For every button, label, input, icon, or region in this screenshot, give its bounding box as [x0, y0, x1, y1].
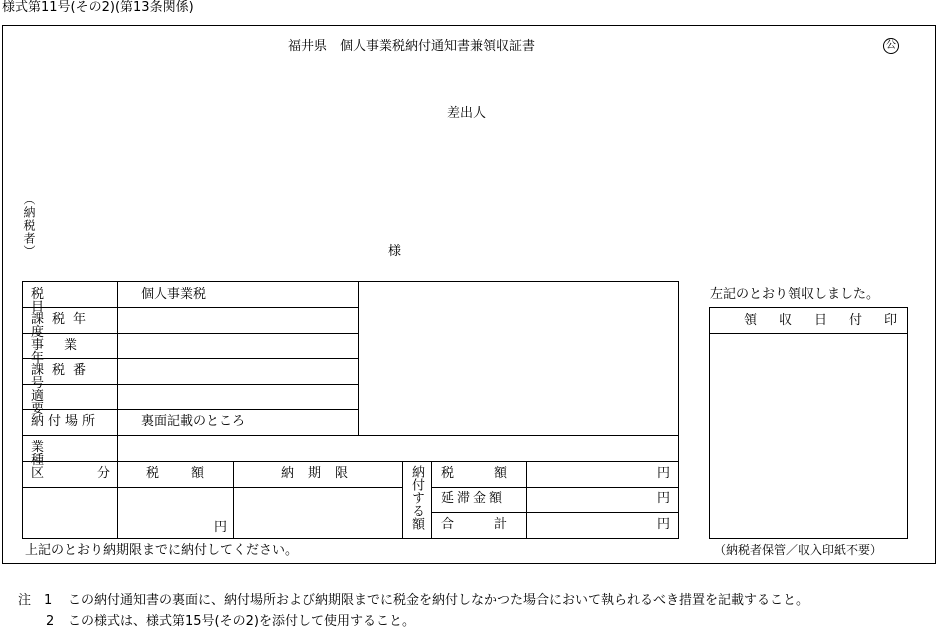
- receipt-date-stamp: 領収日付印: [744, 313, 920, 328]
- label-tax-year: [31, 313, 110, 339]
- label-text: 納付場所: [31, 414, 100, 429]
- sender-label: 差出人: [447, 106, 487, 121]
- installment-yen: 円: [214, 520, 228, 535]
- public-mark-text: 公: [886, 40, 896, 51]
- row-divider: [431, 512, 679, 513]
- payment-total-yen: 円: [657, 517, 671, 532]
- payment-late-yen: 円: [657, 491, 671, 506]
- label-text: 業種: [31, 440, 98, 468]
- row-divider: [431, 487, 679, 488]
- label-text: 事業年: [31, 338, 98, 366]
- payment-tax-amount-label: 税額: [441, 466, 548, 481]
- form-number: 様式第11号(その2)(第13条関係): [2, 0, 194, 15]
- payment-vertical-label: 納付する額: [409, 465, 424, 530]
- main-table: [22, 281, 679, 539]
- receipt-caption: 左記のとおり領収しました。: [710, 287, 880, 302]
- row-divider: [22, 487, 402, 488]
- payment-total-label: 合計: [441, 517, 548, 532]
- label-tax-item: [31, 288, 110, 314]
- col-divider: [402, 461, 403, 539]
- note-1-num: 注 1: [18, 593, 53, 608]
- row-divider: [22, 435, 679, 436]
- header-amount: 税額: [146, 466, 237, 481]
- label-industry: [31, 441, 110, 467]
- receipt-divider: [709, 333, 908, 334]
- taxpayer-label: （納税者）: [22, 193, 36, 258]
- label-summary: [31, 390, 110, 416]
- payment-tax-yen: 円: [657, 466, 671, 481]
- label-text: 適要: [31, 389, 98, 417]
- receipt-footer: （納税者保管／収入印紙不要）: [714, 543, 883, 557]
- payment-late-fee-label: 延滞金額: [441, 491, 506, 506]
- value-tax-item: 個人事業税: [141, 287, 207, 302]
- label-business-year: [31, 339, 110, 365]
- row-divider: [22, 461, 679, 462]
- label-tax-number: [31, 364, 110, 390]
- header-deadline: 納期限: [281, 466, 363, 481]
- receipt-box: [709, 307, 908, 539]
- col-divider: [117, 281, 118, 539]
- honorific-sama: 様: [388, 244, 402, 259]
- note-2-num: 2: [46, 614, 55, 629]
- col-divider: [358, 281, 359, 435]
- col-divider: [431, 461, 432, 539]
- label-text: 課税年度: [31, 312, 95, 340]
- label-text: 税目: [31, 287, 98, 315]
- label-text: 課税番号: [31, 363, 95, 391]
- label-payment-place: [31, 415, 110, 428]
- form-title: 福井県 個人事業税納付通知書兼領収証書: [288, 39, 536, 54]
- header-division: 区分: [31, 466, 164, 481]
- public-mark: [883, 38, 899, 54]
- note-2-text: この様式は、様式第15号(その2)を添付して使用すること。: [68, 614, 415, 629]
- note-1-text: この納付通知書の裏面に、納付場所および納期限までに税金を納付しなかつた場合において執られるべき措置を記載すること。: [68, 593, 810, 608]
- bottom-note: 上記のとおり納期限までに納付してください。: [25, 543, 299, 558]
- value-payment-place: 裏面記載のところ: [141, 414, 246, 429]
